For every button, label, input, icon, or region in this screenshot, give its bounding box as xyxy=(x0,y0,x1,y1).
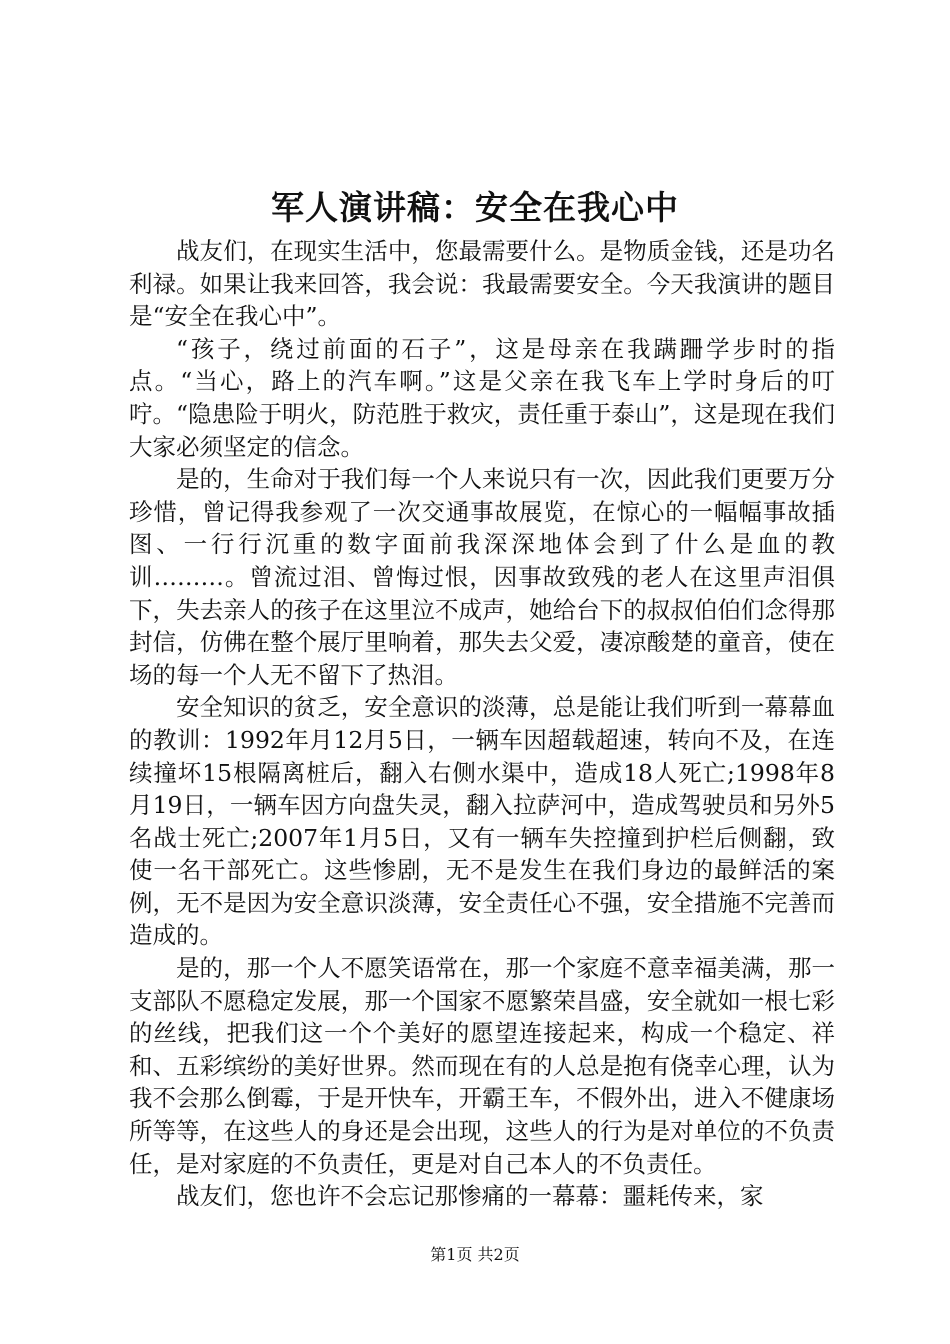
paragraph-4: 安全知识的贫乏，安全意识的淡薄，总是能让我们听到一幕幕血的教训：1992年月12月5日，一辆车因超载超速，转向不及，在连续撞坏15根隔离桩后，翻入右侧水渠中，造成18人死亡;1998年8月19日，一辆车因方向盘失灵，翻入拉萨河中，造成驾驶员和另外5名战士死亡;2007年1月5日，又有一辆车失控撞到护栏后侧翻，致使一名干部死亡。这些惨剧，无不是发生在我们身边的最鲜活的案例，无不是因为安全意识淡薄，安全责任心不强，安全措施不完善而造成的。 xyxy=(129,693,835,950)
document-body xyxy=(129,235,835,1213)
paragraph-5: 是的，那一个人不愿笑语常在，那一个家庭不意幸福美满，那一支部队不愿稳定发展，那一个国家不愿繁荣昌盛，安全就如一根七彩的丝线，把我们这一个个美好的愿望连接起来，构成一个稳定、祥和、五彩缤纷的美好世界。然而现在有的人总是抱有侥幸心理，认为我不会那么倒霉，于是开快车，开霸王车，不假外出，进入不健康场所等等，在这些人的身还是会出现，这些人的行为是对单位的不负责任，是对家庭的不负责任，更是对自己本人的不负责任。 xyxy=(129,954,835,1178)
paragraph-3: 是的，生命对于我们每一个人来说只有一次，因此我们更要万分珍惜，曾记得我参观了一次交通事故展览，在惊心的一幅幅事故插图、一行行沉重的数字面前我深深地体会到了什么是血的教训………。曾流过泪、曾悔过恨，因事故致残的老人在这里声泪俱下，失去亲人的孩子在这里泣不成声，她给台下的叔叔伯伯们念得那封信，仿佛在整个展厅里响着，那失去父爱，凄凉酸楚的童音，使在场的每一个人无不留下了热泪。 xyxy=(129,465,835,689)
paragraph-1: 战友们，在现实生活中，您最需要什么。是物质金钱，还是功名利禄。如果让我来回答，我会说：我最需要安全。今天我演讲的题目是“安全在我心中”。 xyxy=(129,237,835,331)
paragraph-2: “孩子，绕过前面的石子”，这是母亲在我蹒跚学步时的指点。“当心，路上的汽车啊。”这是父亲在我飞车上学时身后的叮咛。“隐患险于明火，防范胜于救灾，责任重于泰山”，这是现在我们大家必须坚定的信念。 xyxy=(129,334,835,461)
paragraph-6: 战友们，您也许不会忘记那惨痛的一幕幕：噩耗传来，家 xyxy=(176,1182,764,1211)
document-title: 军人演讲稿：安全在我心中 xyxy=(271,188,679,227)
page-number-footer: 第1页 共2页 xyxy=(430,1245,520,1264)
